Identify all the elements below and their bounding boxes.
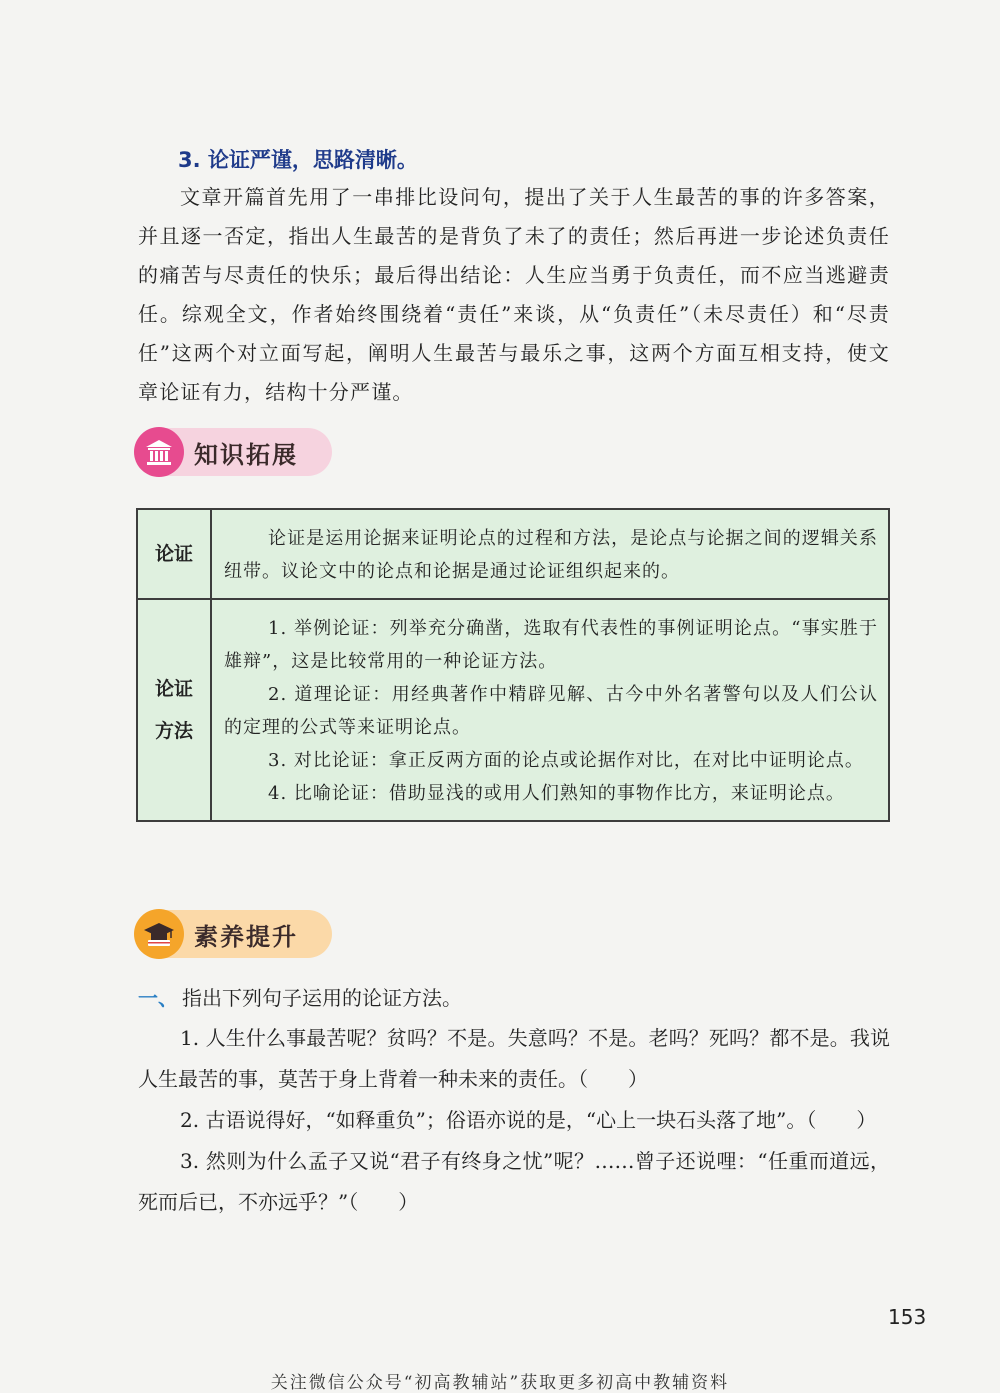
practice-banner [136,910,332,958]
exercise-heading [138,982,462,1011]
graduation-cap-icon [134,909,184,959]
exercise-title: 指出下列句子运用的论证方法。 [182,986,462,1010]
exercise-item: 1. 人生什么事最苦呢？贫吗？不是。失意吗？不是。老吗？死吗？都不是。我说人生最苦的事，莫苦于身上背着一种未来的责任。（ ） [138,1026,890,1091]
definition-cell [211,509,889,599]
term-line: 论证 [154,678,193,700]
practice-banner-label: 素养提升 [194,922,298,951]
exercise-number: 一、 [138,986,178,1010]
section-heading: 3. 论证严谨，思路清晰。 [178,148,418,172]
method-item: 4. 比喻论证：借助显浅的或用人们熟知的事物作比方，来证明论点。 [268,783,845,804]
table-row [137,509,889,599]
footer-note: 关注微信公众号“初高教辅站”获取更多初高中教辅资料 [270,1373,730,1393]
knowledge-banner [136,428,332,476]
exercise-items [138,1018,890,1223]
term-cell [137,599,211,821]
definition-text: 论证是运用论据来证明论点的过程和方法，是论点与论据之间的逻辑关系纽带。议论文中的论点和论据是通过论证组织起来的。 [224,528,878,582]
knowledge-banner-label: 知识拓展 [194,440,298,469]
table-row [137,599,889,821]
knowledge-table [136,508,890,822]
term-line: 方法 [154,720,193,742]
exercise-item: 2. 古语说得好，“如释重负”；俗语亦说的是，“心上一块石头落了地”。（ ） [180,1108,877,1132]
page-number: 153 [888,1305,927,1329]
method-item: 3. 对比论证：拿正反两方面的论点或论据作对比，在对比中证明论点。 [268,750,864,771]
term-cell: 论证 [137,509,211,599]
exercise-item: 3. 然则为什么孟子又说“君子有终身之忧”呢？……曾子还说哩：“任重而道远，死而后已，不亦远乎？”（ ） [138,1149,890,1214]
method-item: 2. 道理论证：用经典著作中精辟见解、古今中外名著警句以及人们公认的定理的公式等来证明论点。 [224,684,878,738]
method-item: 1. 举例论证：列举充分确凿，选取有代表性的事例证明论点。“事实胜于雄辩”，这是比较常用的一种论证方法。 [224,618,878,672]
analysis-paragraph: 文章开篇首先用了一串排比设问句，提出了关于人生最苦的事的许多答案，并且逐一否定，指出人生最苦的是背负了未了的责任；然后再进一步论述负责任的痛苦与尽责任的快乐；最后得出结论：人生应当勇于负责任，而不应当逃避责任。综观全文，作者始终围绕着“责任”来谈，从“负责任”（未尽责任）和“尽责任”这两个对立面写起，阐明人生最苦与最乐之事，这两个方面互相支持，使文章论证有力，结构十分严谨。 [138,185,890,404]
methods-cell [211,599,889,821]
museum-icon [134,427,184,477]
